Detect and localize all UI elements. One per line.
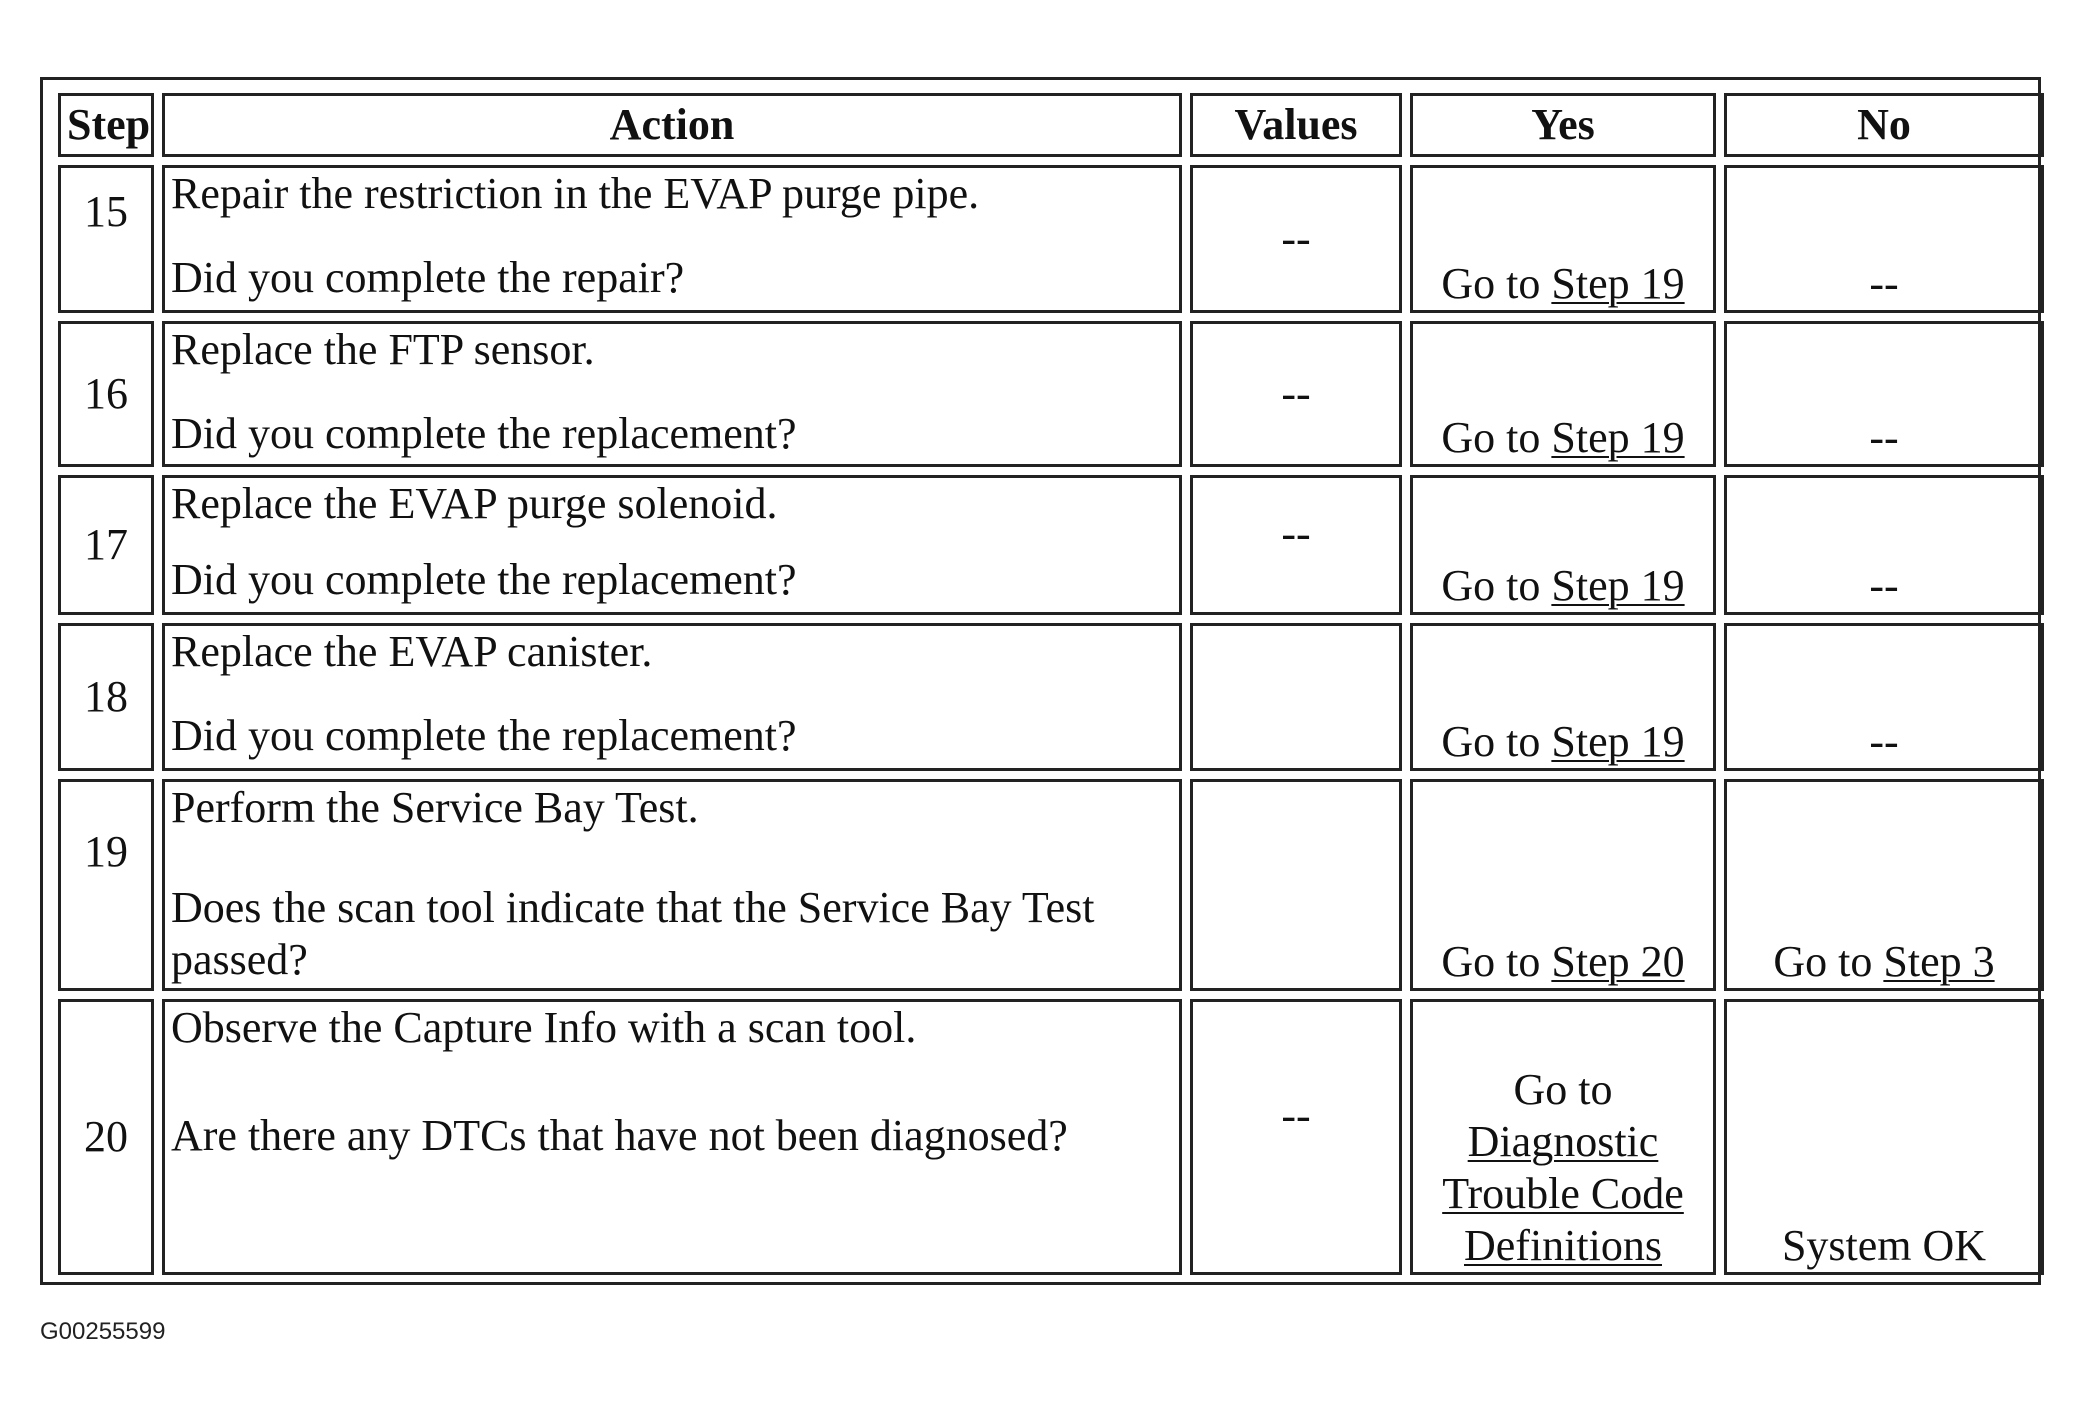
yes-cell [1410, 321, 1716, 467]
header-action: Action [162, 93, 1182, 157]
yes-cell [1410, 623, 1716, 771]
step-number: 19 [58, 779, 154, 991]
dtc-definitions-link-block [1442, 1064, 1684, 1272]
step-number: 16 [58, 321, 154, 467]
action-cell [162, 165, 1182, 313]
action-instruction: Observe the Capture Info with a scan tool. [171, 1003, 917, 1052]
action-cell [162, 999, 1182, 1275]
action-question: Does the scan tool indicate that the Service Bay Test passed? [171, 882, 1095, 984]
step-link[interactable]: Step 3 [1883, 937, 1995, 987]
diagnostic-table [50, 85, 2052, 1283]
yes-cell [1410, 165, 1716, 313]
step-number: 20 [58, 999, 154, 1275]
table-row [58, 321, 2044, 467]
yes-prefix: Go to [1441, 259, 1552, 309]
header-values: Values [1190, 93, 1402, 157]
step-link[interactable]: Step 19 [1551, 717, 1685, 767]
table-row [58, 623, 2044, 771]
no-cell [1724, 779, 2044, 991]
action-cell [162, 475, 1182, 615]
header-row [58, 93, 2044, 157]
table-row [58, 165, 2044, 313]
values-cell [1190, 779, 1402, 991]
no-cell: -- [1724, 321, 2044, 467]
yes-prefix: Go to [1441, 413, 1552, 463]
values-cell [1190, 623, 1402, 771]
yes-prefix: Go to [1441, 717, 1552, 767]
step-number: 15 [58, 165, 154, 313]
header-step: Step [58, 93, 154, 157]
action-question: Are there any DTCs that have not been diagnosed? [171, 1110, 1068, 1160]
header-no: No [1724, 93, 2044, 157]
action-question: Did you complete the replacement? [171, 710, 797, 760]
yes-cell [1410, 779, 1716, 991]
action-instruction: Perform the Service Bay Test. [171, 783, 699, 832]
dtc-definitions-link-line-2[interactable]: Trouble Code [1442, 1169, 1684, 1219]
values-cell: -- [1190, 321, 1402, 467]
step-number: 18 [58, 623, 154, 771]
action-instruction: Replace the EVAP canister. [171, 627, 653, 676]
no-cell: -- [1724, 623, 2044, 771]
action-cell [162, 779, 1182, 991]
step-link[interactable]: Step 19 [1551, 259, 1685, 309]
yes-cell [1410, 999, 1716, 1275]
step-number: 17 [58, 475, 154, 615]
dtc-definitions-link-line-1[interactable]: Diagnostic [1467, 1117, 1659, 1167]
action-question: Did you complete the repair? [171, 252, 685, 302]
no-cell: -- [1724, 475, 2044, 615]
yes-prefix: Go to [1441, 937, 1552, 987]
figure-id: G00255599 [40, 1318, 166, 1345]
table-row [58, 475, 2044, 615]
no-cell: -- [1724, 165, 2044, 313]
action-instruction: Replace the EVAP purge solenoid. [171, 479, 778, 528]
step-link[interactable]: Step 19 [1551, 561, 1685, 611]
step-link[interactable]: Step 19 [1551, 413, 1685, 463]
action-cell [162, 321, 1182, 467]
table-row [58, 999, 2044, 1275]
no-prefix: Go to [1773, 937, 1884, 987]
action-instruction: Replace the FTP sensor. [171, 325, 595, 374]
yes-cell [1410, 475, 1716, 615]
values-cell: -- [1190, 475, 1402, 615]
action-instruction: Repair the restriction in the EVAP purge pipe. [171, 169, 980, 218]
header-yes: Yes [1410, 93, 1716, 157]
step-link[interactable]: Step 20 [1551, 937, 1685, 987]
yes-prefix: Go to [1513, 1065, 1613, 1115]
values-cell: -- [1190, 165, 1402, 313]
yes-prefix: Go to [1441, 561, 1552, 611]
table-row [58, 779, 2044, 991]
action-cell [162, 623, 1182, 771]
values-cell: -- [1190, 999, 1402, 1275]
dtc-definitions-link-line-3[interactable]: Definitions [1464, 1221, 1662, 1271]
no-cell: System OK [1724, 999, 2044, 1275]
action-question: Did you complete the replacement? [171, 408, 797, 458]
action-question: Did you complete the replacement? [171, 554, 797, 604]
